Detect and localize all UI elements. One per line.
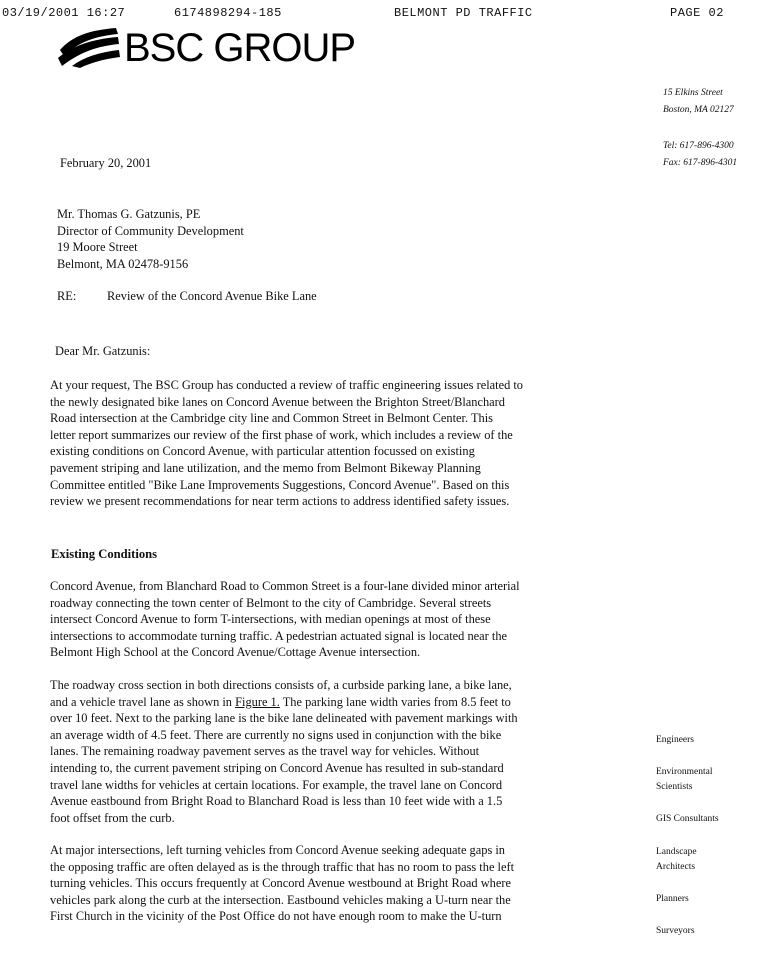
paragraph-line: roadway connecting the town center of Belmont to the city of Cambridge. Several streets [50,595,492,610]
paragraph-line: First Church in the vicinity of the Post Office do not have enough room to make the U-turn [50,909,502,924]
service-landscape-architects [656,845,697,875]
service-label: Architects [656,862,696,872]
recipient-line: 19 Moore Street [57,240,138,255]
paragraph-line: an average width of 4.5 feet. There are currently no signs used in conjunction with the bike [50,727,502,742]
address-line-1: 15 Elkins Street [663,88,723,98]
fax-number: 6174898294-185 [174,6,282,20]
letterhead-phone [663,138,737,172]
paragraph-line: Road intersection at the Cambridge city line and Common Street in Belmont Center. This [50,411,494,426]
re-label: RE: [57,289,77,303]
paragraph-line: At major intersections, left turning vehicles from Concord Avenue seeking adequate gaps in [50,843,505,857]
phone-line-tel: Tel: 617-896-4300 [663,141,734,151]
intro-paragraph [50,377,640,510]
paragraph-line: intersect Concord Avenue to form T-intersections, with median openings at most of these [50,612,491,627]
paragraph-line: The roadway cross section in both directions consists of, a curbside parking lane, a bike lane, [50,678,512,692]
bsc-logo-icon [58,26,120,68]
salutation: Dear Mr. Gatzunis: [55,344,151,358]
paragraph-line: Belmont High School at the Concord Avenue/Cottage Avenue intersection. [50,645,421,660]
re-subject: Review of the Concord Avenue Bike Lane [107,289,317,303]
service-label: GIS Consultants [656,814,719,824]
recipient-line: Mr. Thomas G. Gatzunis, PE [57,207,201,221]
figure-1-link[interactable]: Figure 1. [235,694,280,709]
fax-sender: BELMONT PD TRAFFIC [394,6,533,20]
company-logo-text: BSC GROUP [124,26,356,70]
text-fragment: and a vehicle travel lane as shown in [50,694,236,709]
paragraph-line: Concord Avenue, from Blanchard Road to Common Street is a four-lane divided minor arterial [50,579,520,593]
paragraph-line: At your request, The BSC Group has conducted a review of traffic engineering issues related to [50,378,524,392]
paragraph-line: the opposing traffic are often delayed as is the through traffic that has no room to pass the left [50,859,515,874]
service-label: Surveyors [656,926,695,936]
paragraph-line: travel lane widths for vehicles at certain locations. For example, the travel lane on Concord [50,777,503,792]
service-label: Landscape [656,847,697,857]
paragraph-line [50,694,640,711]
paragraph-line: vehicles park along the curb at the intersection. Eastbound vehicles making a U-turn near the [50,892,511,907]
paragraph-line: over 10 feet. Next to the parking lane is the bike lane delineated with pavement markings with [50,711,518,726]
phone-line-fax: Fax: 617-896-4301 [663,158,738,168]
text-fragment: The parking lane width varies from 8.5 feet to [279,694,511,709]
paragraph-line: foot offset from the curb. [50,810,175,825]
service-planners [656,892,689,907]
service-label: Planners [656,894,689,904]
cross-section-paragraph [50,677,640,826]
recipient-block [57,206,244,272]
letter-date: February 20, 2001 [60,156,152,170]
recipient-line: Belmont, MA 02478-9156 [57,256,189,271]
service-surveyors [656,924,695,939]
paragraph-line: intersections to accommodate turning traffic. A pedestrian actuated signal is located near the [50,628,508,643]
paragraph-line: lanes. The remaining roadway pavement serves as the travel way for vehicles. Without [50,744,480,759]
address-line-2: Boston, MA 02127 [663,105,734,115]
fax-page-number: PAGE 02 [670,6,724,20]
paragraph-line: intending to, the current pavement striping on Concord Avenue has resulted in sub-standard [50,760,504,775]
service-engineers [656,733,694,748]
existing-conditions-paragraph [50,578,640,661]
service-label: Engineers [656,735,694,745]
paragraph-line: the newly designated bike lanes on Concord Avenue between the Brighton Street/Blanchard [50,394,505,409]
paragraph-line: Avenue eastbound from Bright Road to Blanchard Road is less than 10 feet wide with a 1.5 [50,794,503,809]
paragraph-line: existing conditions on Concord Avenue, with particular attention focussed on existing [50,444,475,459]
paragraph-line: Committee entitled "Bike Lane Improvements Suggestions, Concord Avenue". Based on this [50,477,510,492]
service-label: Environmental [656,767,713,777]
paragraph-line: pavement striping and lane utilization, and the memo from Belmont Bikeway Planning [50,460,481,475]
letterhead-address [663,85,734,119]
paragraph-line: letter report summarizes our review of the first phase of work, which includes a review of the [50,427,513,442]
section-heading: Existing Conditions [51,547,158,561]
service-label: Scientists [656,782,693,792]
service-environmental-scientists [656,765,712,795]
recipient-line: Director of Community Development [57,223,244,238]
fax-timestamp: 03/19/2001 16:27 [2,6,126,20]
paragraph-line: turning vehicles. This occurs frequently at Concord Avenue westbound at Bright Road where [50,876,511,891]
intersections-paragraph [50,842,640,925]
paragraph-line: review we present recommendations for near term actions to address identified safety issues. [50,494,510,509]
service-gis-consultants [656,812,719,827]
